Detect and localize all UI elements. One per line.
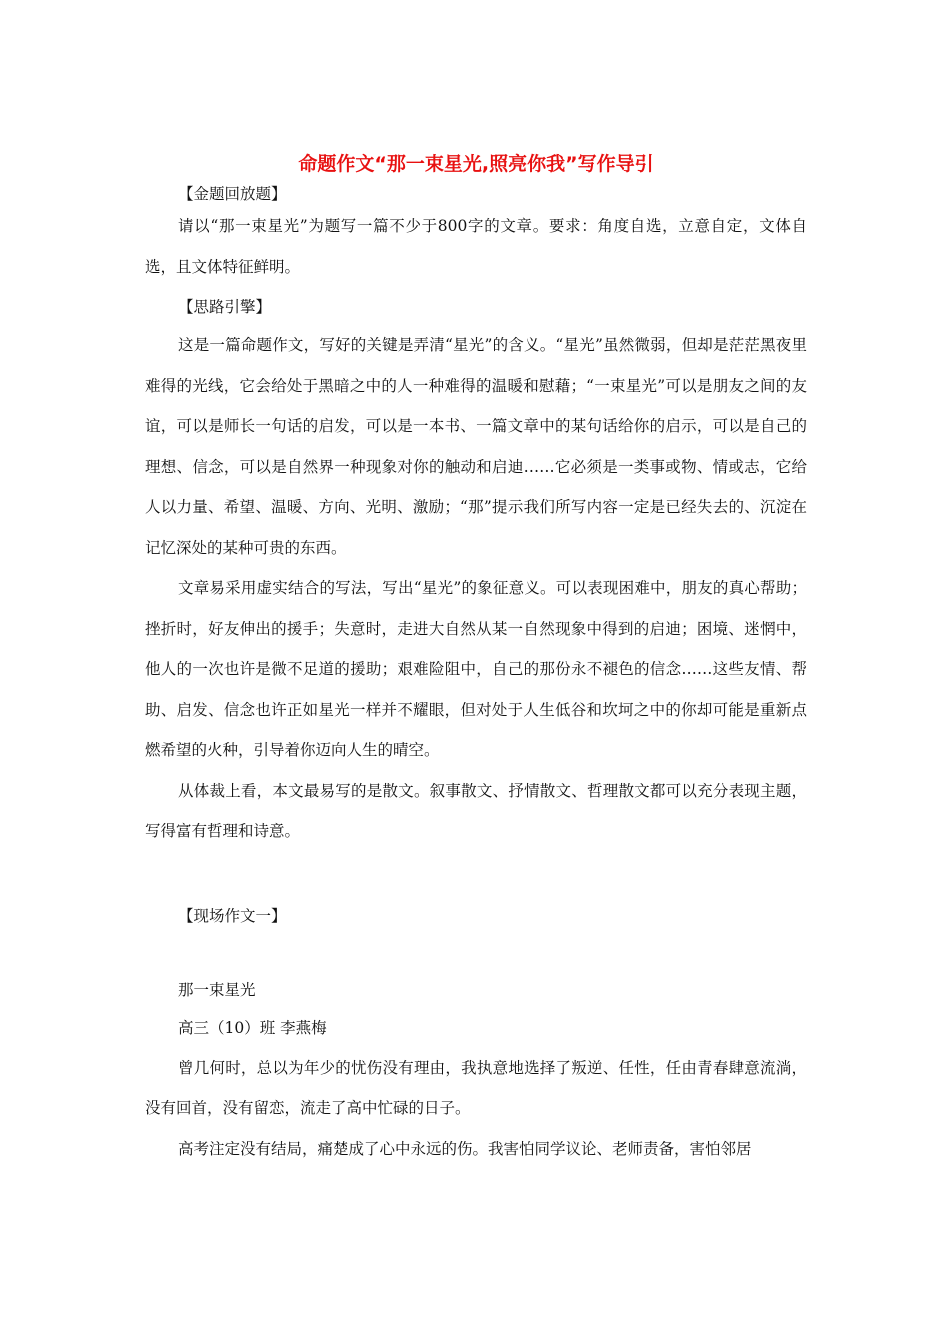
document-page <box>145 150 807 1169</box>
essay-paragraph-1: 曾几何时，总以为年少的忧伤没有理由，我执意地选择了叛逆、任性，任由青春肆意流淌，没有回首，没有留恋，流走了高中忙碌的日子。 <box>145 1058 807 1117</box>
prompt-heading: 【金题回放题】 <box>178 185 287 203</box>
guide-paragraph-2: 文章易采用虚实结合的写法，写出“星光”的象征意义。可以表现困难中，朋友的真心帮助；挫折时，好友伸出的援手；失意时，走进大自然从某一自然现象中得到的启迪；困境、迷惘中，他人的一次也许是微不足道的援助；艰难险阻中，自己的那份永不褪色的信念……这些友情、帮助、启发、信念也许正如星光一样并不耀眼，但对处于人生低谷和坎坷之中的你却可能是重新点燃希望的火种，引导着你迈向人生的晴空。 <box>145 579 807 759</box>
essay-title: 那一束星光 <box>178 980 256 999</box>
prompt-text: 请以“那一束星光”为题写一篇不少于800字的文章。要求：角度自选，立意自定，文体自选，且文体特征鲜明。 <box>145 217 807 276</box>
essay-heading: 【现场作文一】 <box>178 906 287 925</box>
guide-paragraph-1: 这是一篇命题作文，写好的关键是弄清“星光”的含义。“星光”虽然微弱，但却是茫茫黑夜里难得的光线，它会给处于黑暗之中的人一种难得的温暖和慰藉；“一束星光”可以是朋友之间的友谊，可以是师长一句话的启发，可以是一本书、一篇文章中的某句话给你的启示，可以是自己的理想、信念，可以是自然界一种现象对你的触动和启迪……它必须是一类事或物、情或志，它给人以力量、希望、温暖、方向、光明、激励；“那”提示我们所写内容一定是已经失去的、沉淀在记忆深处的某种可贵的东西。 <box>145 336 807 557</box>
essay-author: 高三（10）班 李燕梅 <box>178 1018 327 1037</box>
guide-paragraph-3: 从体裁上看，本文最易写的是散文。叙事散文、抒情散文、哲理散文都可以充分表现主题，写得富有哲理和诗意。 <box>145 781 807 840</box>
document-title: 命题作文“那一束星光,照亮你我”写作导引 <box>298 153 654 175</box>
essay-paragraph-2: 高考注定没有结局，痛楚成了心中永远的伤。我害怕同学议论、老师责备，害怕邻居 <box>178 1139 752 1158</box>
guide-heading: 【思路引擎】 <box>178 298 272 316</box>
